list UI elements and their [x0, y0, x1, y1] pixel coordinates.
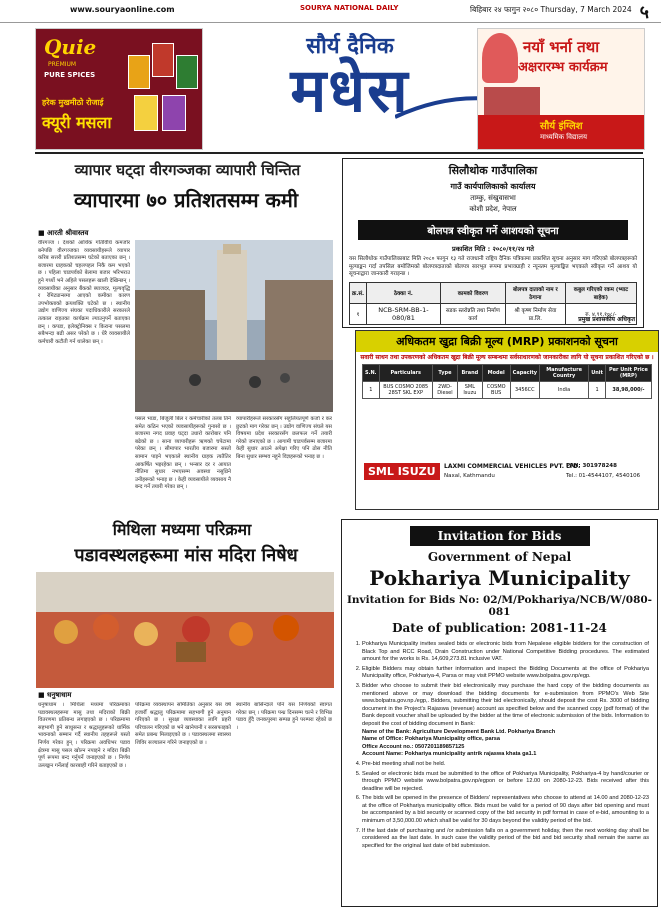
school-address: माध्यमिक विद्यालय	[540, 133, 588, 141]
story2-photo	[36, 572, 334, 688]
list-item: 6. The bids will be opened in the presence of Bidders' representatives who choose to attend at 14.00 and 2080-12-23 at the office of Pokhariya municipality office. Bids must be valid for a period of 90 days after bid opening and must be accompanied by a bid security or scanned copy of the bid security in pdf format in case of e-bid, amounting to a minimum of 3,50,000.00 which shall be valid for 30 days beyond the validity period of the bid.	[362, 795, 649, 825]
story1-headline: व्यापारमा ७० प्रतिशतसम्म कमी	[73, 188, 299, 212]
story1-photo	[135, 240, 333, 412]
tender-th: ठेक्का नं.	[367, 282, 441, 303]
story1-byline: ■ आरती श्रीवास्तव	[38, 229, 89, 237]
spice-line2: क्यूरी मसला	[42, 113, 112, 132]
tender-footer: प्रमुख प्रशासकीय अधिकृत	[578, 316, 635, 323]
mrp-pan: PAN: 301978248	[566, 463, 617, 469]
tender-place2: कोशी प्रदेश, नेपाल	[469, 205, 517, 213]
school-ad-footer	[478, 115, 644, 149]
mrp-td: BUS COSMO 2085 28ST SKL EXP	[379, 382, 432, 399]
tender-th: कामको विवरण	[440, 282, 505, 303]
invitation-pub-date: Date of publication: 2081-11-24	[392, 621, 607, 635]
bank-acc-name: Account Name: Pokhariya municipality antrik rajaswa khata ga1.1	[362, 751, 537, 758]
list-item: 1. Pokhariya Municipality invites sealed bids or electronic bids from Nepalese eligible bidders for the construction of Black Top and RCC Road, Drain Construction under National Competitive Bidding procedures. The estimated amount for the works is Rs. 14,609,273.81 inclusive VAT.	[362, 641, 649, 664]
school-ad-title2: अक्षरारम्भ कार्यक्रम	[518, 60, 608, 75]
tender-td: सडक स्तरोन्नति तथा निर्माण कार्य	[440, 303, 505, 324]
table-row	[363, 382, 652, 399]
school-ad-title1: नयाँ भर्ना तथा	[523, 38, 600, 56]
tender-notice	[342, 158, 644, 328]
top-bar	[0, 0, 661, 23]
masthead-rule	[35, 152, 643, 154]
tender-th: कबुल गरिएको रकम (भ्याट बाहेक)	[565, 282, 636, 303]
bank-office: Name of Office: Pokhariya Municipality office, parsa	[362, 736, 501, 743]
mrp-td: 38,98,000/-	[605, 382, 651, 399]
site-url[interactable]: www.souryaonline.com	[70, 5, 175, 14]
mrp-td: 1	[589, 382, 606, 399]
tender-td: NCB-SRM-BB-1-080/81	[367, 303, 441, 324]
bank-account: Office Account no.: 0507201189857125	[362, 743, 465, 750]
list-item: 7. If the last date of purchasing and /or submission falls on a government holiday, then the next working day shall be considered as the last date. In such case the validity period of the bid and bid security shall remain the same as specified for the original last date of bid submission.	[362, 828, 649, 851]
mrp-td: 2WD-Diesel	[432, 382, 457, 399]
spice-ad[interactable]	[35, 28, 203, 150]
story2-col1: धनुषाधाम । मिथिला मध्यमा परिक्रमाका पडावस्थलहरूमा मासु तथा मदिराको बिक्री वितरणमा प्रतिबन्ध लगाइएको छ । परिक्रमामा सहभागी हुने साधुसन्त र श्रद्धालुहरूको धार्मिक भावनाको सम्मान गर्दै स्थानीय तहहरूले यस्तो निर्णय गरेका हुन् । परिक्रमा अवधिभर पडाव क्षेत्रमा मासु पसल खोल्न नपाइने र मदिरा बिक्री पूर्ण रूपमा बन्द गर्नुपर्ने जनाइएको छ । निर्णय उल्लङ्घन गर्नेलाई कारबाही गरिने बताइएको छ ।	[38, 702, 130, 769]
list-item: 4. Pre-bid meeting shall not be held.	[362, 761, 649, 769]
tender-org: सिलौथोक गाउँपालिका	[448, 164, 538, 177]
story1-col1: वीरगञ्ज । देशको आर्थिक गतिविधि कमजोर बनेपछि वीरगञ्जका व्यवसायीहरूले व्यापार करिब सत्तरी प्रतिशतसम्म घटेको बताएका छन् । बजारमा ग्राहकको चहलपहल निकै कम भएको छ । पहिला चाडपर्वको बेलामा बजार भरिभराउ हुने गर्थ्यो भने अहिले पसलहरू खाली देखिन्छन् । व्यवसायीका अनुसार बैंकको ब्याजदर, मूल्यवृद्धि र रेमिट्यान्समा आएको कमीका कारण उपभोक्ताको क्रयशक्ति घटेको छ । स्थानीय उद्योग वाणिज्य संघका पदाधिकारीले सरकारले तत्काल राहतका कार्यक्रम ल्याउनुपर्ने बताएका छन् । कपडा, इलेक्ट्रोनिक्स र किराना पसलमा सबैभन्दा बढी असर परेको छ । धेरै व्यवसायीले कर्मचारी कटौती गर्न थालेका छन् ।	[38, 240, 130, 345]
masthead-title: मधेस	[290, 56, 410, 126]
tender-place1: ताम्कु, संखुवासभा	[470, 194, 516, 202]
spice-tag2: PURE SPICES	[44, 71, 96, 79]
school-ad-deity	[482, 33, 518, 83]
mrp-td: 1	[363, 382, 380, 399]
mrp-th: Model	[482, 365, 510, 382]
invitation-header: Invitation for Bids	[410, 526, 590, 546]
mrp-th: Capacity	[510, 365, 539, 382]
issue-date: बिहिबार २४ फागुन २०८० Thursday, 7 March 2024	[470, 5, 632, 14]
mrp-notice	[355, 330, 659, 510]
mrp-td: COSMO BUS	[482, 382, 510, 399]
tender-th: बोलपत्र दाताको नाम र ठेगाना	[505, 282, 565, 303]
spice-brand: Quie	[44, 35, 97, 59]
story1-kicker: व्यापार घट्दा वीरगञ्जका व्यापारी चिन्तित	[74, 161, 301, 179]
school-ad[interactable]	[477, 28, 645, 150]
mrp-table	[362, 364, 652, 399]
mrp-td: India	[539, 382, 588, 399]
mrp-th: Manufacture Country	[539, 365, 588, 382]
story1-col2: पसल भाडा, बिजुली बिल र कर्मचारीको तलब तिर्न समेत कठिन भएको व्यवसायीहरूको गुनासो छ । बजारमा नगद प्रवाह घट्दा उधारो कारोबार पनि बढेको छ । साना व्यापारीहरू ऋणको चपेटामा परेका छन् । सीमापार भारतीय बजारमा सस्तो सामान पाइने भएकाले स्थानीय ग्राहक त्यतैतिर आकर्षित भइरहेका छन् । भन्सार दर र आयात नीतिमा सुधार नभएसम्म अवस्था नसुध्रिने उनीहरूको भनाइ छ । केही व्यवसायीले व्यवसाय नै बन्द गर्ने तयारी गरेका छन् ।	[135, 416, 231, 491]
mrp-company: LAXMI COMMERCIAL VEHICLES PVT. LTD.	[444, 463, 581, 470]
list-item	[362, 683, 649, 759]
item-text: Bidder who choose to submit their bid electronically may purchase the hard copy of the bidding documents as mentioned above or may download the bidding documents for e-submission from PPMO's Web Site www.bolpatra.gov.np./egp,. Bidders, submitting their bid electronically, should deposit the cost Rs. 3000 of bidding document in the Project's Rajaswa (revenue) account as specified below and the scanned copy (pdf format) of the Bank deposit voucher shall be uploaded by the bidder at the time of electronic submission of the bids. Information to deposit the cost of bidding document in Bank:	[362, 682, 649, 727]
mrp-th: Type	[432, 365, 457, 382]
story2-kicker: मिथिला मध्यमा परिक्रमा	[112, 520, 252, 539]
mrp-td: 3456CC	[510, 382, 539, 399]
invitation-for-bids	[341, 519, 658, 907]
page-number: ५	[639, 2, 649, 23]
tender-td: रु. ४,९१,१०८/-	[565, 303, 636, 324]
tender-pub-date: प्रकाशित मिति : २०८०/११/२४ गते	[452, 245, 534, 253]
story2-col2: परिक्रमा व्यवस्थापन समितिका अनुसार यस वर्ष हजारौँ श्रद्धालु परिक्रमामा सहभागी हुने अनुमान गरिएको छ । सुरक्षा व्यवस्थाका लागि प्रहरी परिचालन गरिएको छ भने खानेपानी र सरसफाइको समेत प्रबन्ध मिलाइएको छ । पडावस्थलमा स्वास्थ्य शिविर सञ्चालन गरिने जनाइएको छ ।	[135, 702, 231, 746]
sml-logo: SML ISUZU	[364, 463, 440, 480]
mrp-th: Per Unit Price (MRP)	[605, 365, 651, 382]
story2-byline: ■ धनुषाधाम	[38, 691, 72, 699]
story2-col3: स्थानीय बासिन्दाले पनि यस निर्णयको स्वागत गरेका छन् । परिक्रमा पन्ध्र दिनसम्म चल्ने र विभिन्न पडाव हुँदै जनकपुरमा सम्पन्न हुने परम्परा रहेको छ ।	[236, 702, 332, 731]
mrp-th: Brand	[458, 365, 483, 382]
mrp-sub: सवारी साधन तथा उपकरणको अधिकतम खुद्रा बिक्री मूल्य सम्बन्धमा सर्वसाधारणको जानकारीका लागि यो सूचना प्रकाशित गरिएको छ ।	[360, 354, 654, 361]
spice-tag1: PREMIUM	[48, 61, 77, 68]
spice-line1: हरेक मुखमीठो रोजाई	[42, 98, 104, 107]
tender-office: गाउँ कार्यपालिकाको कार्यालय	[450, 182, 536, 191]
list-item: 5. Sealed or electronic bids must be submitted to the office of Pokhariya Municipality, Pokhariya-4 by hand/courier or through PPMO website www.bolpatra.gov.np/egpon or before 12.00 on 2080-12-23. Bids received after this deadline will be rejected.	[362, 771, 649, 794]
tender-td: श्री कृष्ण निर्माण सेवा प्रा.लि.	[505, 303, 565, 324]
mrp-location: Naxal, Kathmandu	[444, 473, 495, 479]
tender-para: यस सिलौथोक गाउँपालिकाबाट मिति २०८० फागुन १३ गते राजधानी राष्ट्रिय दैनिक पत्रिकामा प्रकाशित सूचना अनुसार माग गरिएको बोलपत्रहरूको मूल्याङ्कन गर्दा तपसिल बमोजिमको बोलपत्रदाताको बोलपत्र सारभूत रूपमा प्रभावग्राही र न्यूनतम मूल्याङ्कित भएकाले स्वीकृत गर्ने आशय यो सूचनाद्वारा जानकारी गराइन्छ ।	[349, 256, 637, 277]
list-item: 2. Eligible Bidders may obtain further information and inspect the Bidding Documents at the office of Pokhariya Municipality office, Pokhariya-4, Parsa or may visit PPMO website www.bolpatra.gov.np/egp.	[362, 666, 649, 681]
mrp-title: अधिकतम खुद्रा बिक्री मूल्य (MRP) प्रकाशनको सूचना	[356, 331, 658, 352]
mrp-tel: Tel.: 01-4544107, 4540106	[566, 473, 641, 479]
mrp-th: S.N.	[363, 365, 380, 382]
school-name: सौर्य इंग्लिश	[540, 121, 583, 132]
invitation-list	[362, 641, 649, 850]
invitation-bid-no: Invitation for Bids No: 02/M/Pokhariya/NCB/W/080-081	[346, 594, 653, 618]
tender-banner: बोलपत्र स्वीकृत गर्ने आशयको सूचना	[358, 220, 628, 240]
mrp-td: SML Isuzu	[458, 382, 483, 399]
bank-name: Name of the Bank: Agriculture Development Bank Ltd. Pokhariya Branch	[362, 728, 556, 735]
brand-name: SOURYA NATIONAL DAILY	[300, 4, 399, 12]
story2-headline: पडावस्थलहरूमा मांस मदिरा निषेध	[74, 545, 298, 566]
mrp-th: Particulars	[379, 365, 432, 382]
invitation-gov: Government of Nepal	[427, 550, 572, 564]
spice-packets	[128, 35, 198, 143]
story1-col3: व्यापारीहरूले सरकारसँग सहुलियतपूर्ण कर्जा र कर छुटको माग गरेका छन् । उद्योग वाणिज्य संघले यस विषयमा प्रदेश सरकारसँग छलफल गर्ने तयारी गरेको जनाएको छ । आगामी चाडपर्वसम्म बजारमा केही सुधार आउने अपेक्षा गरिए पनि ठोस नीति बिना सुधार सम्भव नहुने विज्ञहरूको भनाइ छ ।	[236, 416, 332, 460]
tender-td: १	[350, 303, 367, 324]
tender-th: क्र.सं.	[350, 282, 367, 303]
masthead-small: सौर्य दैनिक	[306, 33, 394, 59]
invitation-muni: Pokhariya Municipality	[369, 566, 630, 590]
mrp-th: Unit	[589, 365, 606, 382]
